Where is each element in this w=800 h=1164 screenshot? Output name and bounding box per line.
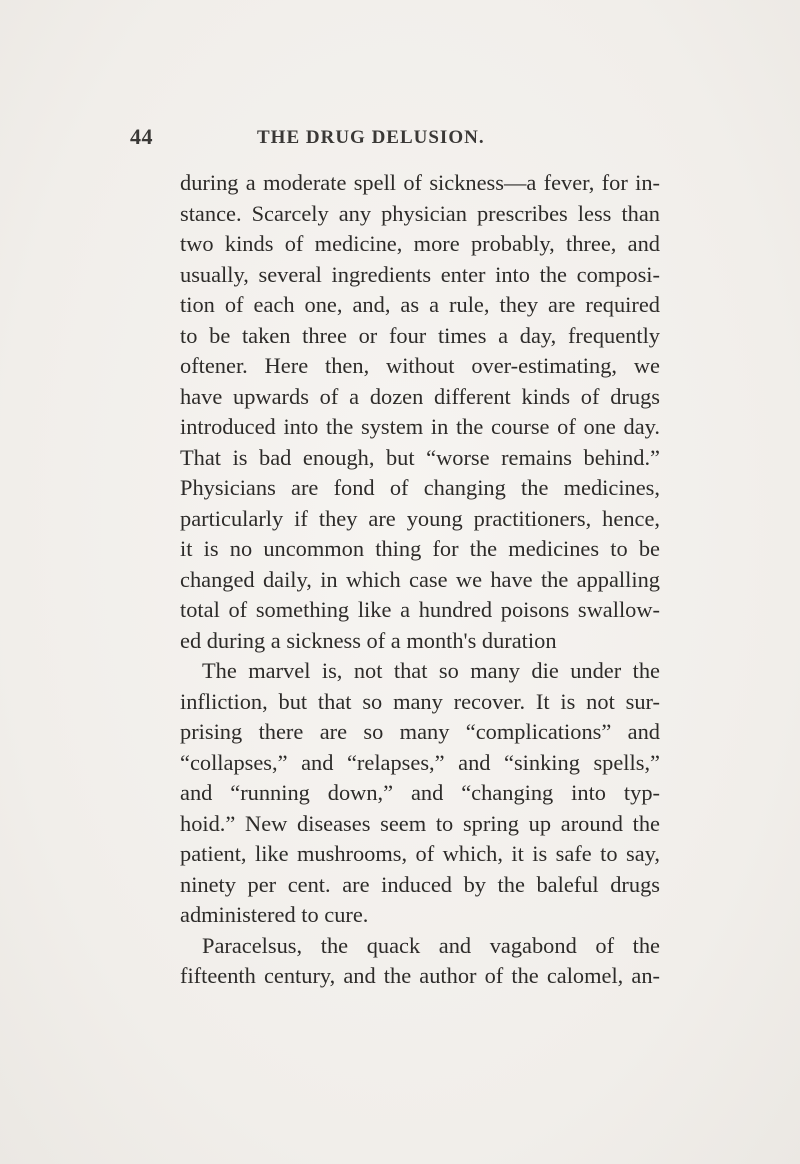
text-line: and “running down,” and “changing into typ- <box>180 780 660 805</box>
text-line: oftener. Here then, without over-estimating, we <box>180 353 660 378</box>
text-line: ed during a sickness of a month's duration <box>180 627 557 653</box>
text-line: fifteenth century, and the author of the calomel, an- <box>180 963 660 988</box>
text-line: have upwards of a dozen different kinds of drugs <box>180 383 660 409</box>
text-line: total of something like a hundred poisons swallow- <box>180 597 660 622</box>
text-line: particularly if they are young practitioners, hence, <box>180 505 660 531</box>
text-line: administered to cure. <box>180 902 369 927</box>
text-line: changed daily, in which case we have the appalling <box>180 566 660 592</box>
text-line: hoid.” New diseases seem to spring up around the <box>180 810 660 836</box>
text-line: tion of each one, and, as a rule, they are required <box>180 292 660 317</box>
text-line: Physicians are fond of changing the medicines, <box>180 475 660 500</box>
text-line: patient, like mushrooms, of which, it is safe to say, <box>180 841 660 866</box>
text-line: The marvel is, not that so many die under the <box>202 658 660 683</box>
text-line: usually, several ingredients enter into the composi- <box>180 261 660 287</box>
text-line: two kinds of medicine, more probably, three, and <box>180 231 660 256</box>
text-line: prising there are so many “complications” and <box>180 719 660 744</box>
text-line: That is bad enough, but “worse remains behind.” <box>180 444 660 470</box>
text-line: introduced into the system in the course of one day. <box>180 414 660 439</box>
page-header <box>130 124 690 150</box>
page-number: 44 <box>130 124 153 149</box>
text-line: it is no uncommon thing for the medicines to be <box>180 536 660 561</box>
text-line: stance. Scarcely any physician prescribes less than <box>180 200 660 226</box>
text-line: infliction, but that so many recover. It is not sur- <box>180 688 660 714</box>
text-line: “collapses,” and “relapses,” and “sinking spells,” <box>180 749 660 775</box>
text-line: during a moderate spell of sickness—a fever, for in- <box>180 170 660 195</box>
text-line: ninety per cent. are induced by the baleful drugs <box>180 871 660 897</box>
running-head: THE DRUG DELUSION. <box>257 127 485 148</box>
text-line: to be taken three or four times a day, frequently <box>180 322 660 348</box>
body-text <box>180 168 660 992</box>
text-line: Paracelsus, the quack and vagabond of the <box>202 932 660 958</box>
